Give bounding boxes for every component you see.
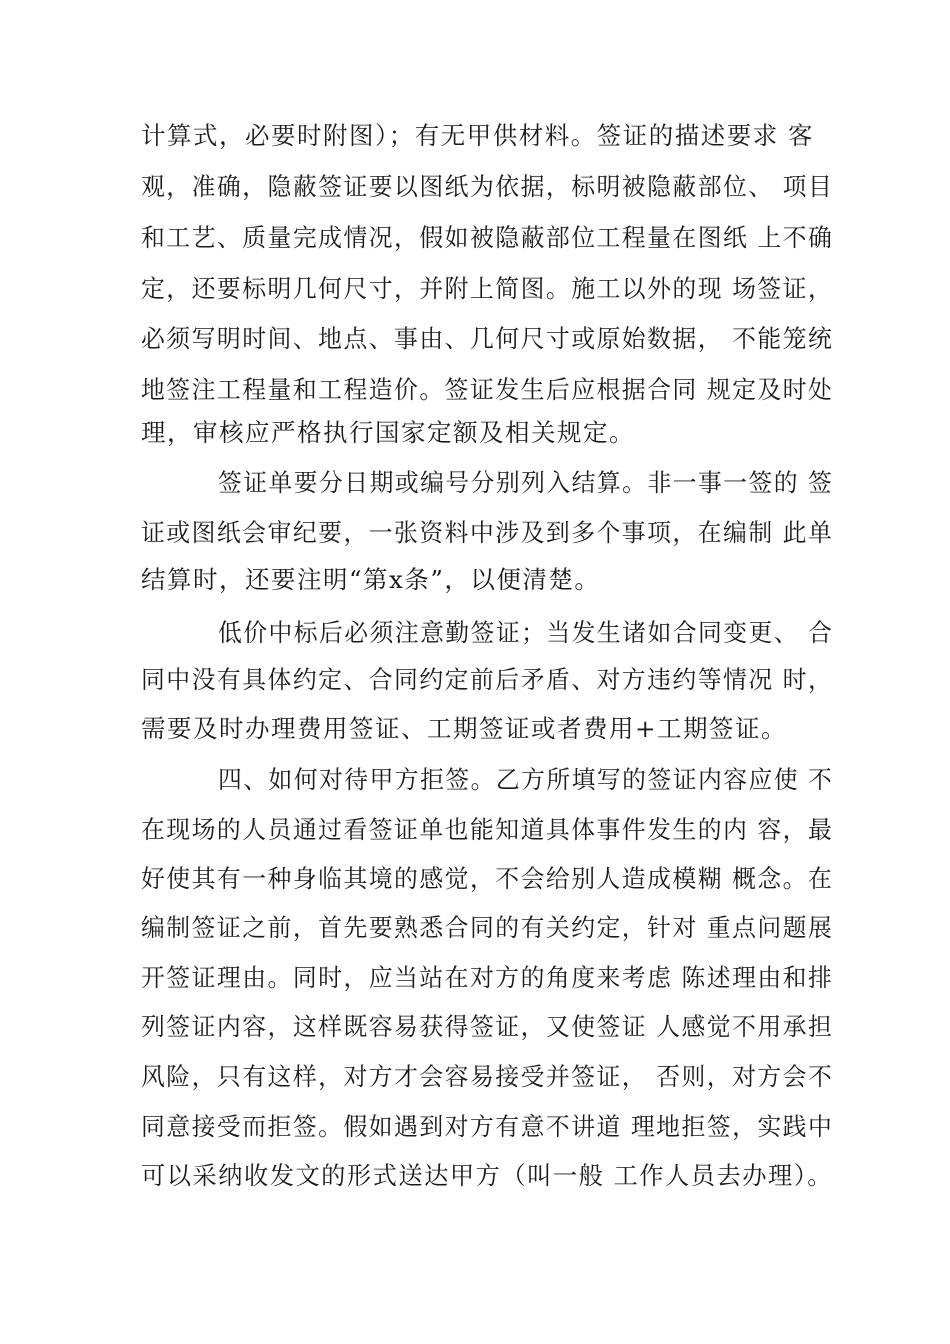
paragraph-2-line-2: 证或图纸会审纪要，一张资料中涉及到多个事项，在编制 此单 xyxy=(141,518,834,547)
paragraph-3-line-3: 需要及时办理费用签证、工期签证或者费用+工期签证。 xyxy=(141,714,788,743)
paragraph-1-line-5: 必须写明时间、地点、事由、几何尺寸或原始数据， 不能笼统 xyxy=(141,324,834,353)
paragraph-1-line-2: 观，准确，隐蔽签证要以图纸为依据，标明被隐蔽部位、 项目 xyxy=(141,172,834,201)
paragraph-4-line-2: 在现场的人员通过看签证单也能知道具体事件发生的内 容，最 xyxy=(141,815,834,844)
paragraph-1-line-7: 理，审核应严格执行国家定额及相关规定。 xyxy=(141,418,635,447)
paragraph-4-line-1: 四、如何对待甲方拒签。乙方所填写的签证内容应使 不 xyxy=(218,765,834,794)
paragraph-4-line-4: 编制签证之前，首先要熟悉合同的有关约定，针对 重点问题展 xyxy=(141,913,834,942)
paragraph-1-line-3: 和工艺、质量完成情况，假如被隐蔽部位工程量在图纸 上不确 xyxy=(141,223,834,252)
paragraph-1-line-1: 计算式，必要时附图）；有无甲供材料。签证的描述要求 客 xyxy=(141,121,815,150)
paragraph-3-line-1: 低价中标后必须注意勤签证；当发生诸如合同变更、 合 xyxy=(218,618,834,647)
paragraph-4-line-6: 列签证内容，这样既容易获得签证，又使签证 人感觉不用承担 xyxy=(141,1012,834,1041)
paragraph-1-line-4: 定，还要标明几何尺寸，并附上简图。施工以外的现 场签证， xyxy=(141,274,834,303)
paragraph-4-line-5: 开签证理由。同时，应当站在对方的角度来考虑 陈述理由和排 xyxy=(141,963,834,992)
paragraph-2-line-1: 签证单要分日期或编号分别列入结算。非一事一签的 签 xyxy=(218,468,834,497)
paragraph-2-line-3: 结算时，还要注明“第x条”，以便清楚。 xyxy=(141,565,601,594)
paragraph-3-line-2: 同中没有具体约定、合同约定前后矛盾、对方违约等情况 时， xyxy=(141,665,834,694)
paragraph-4-line-9: 可以采纳收发文的形式送达甲方（叫一般 工作人员去办理）。 xyxy=(141,1161,834,1190)
paragraph-4-line-8: 同意接受而拒签。假如遇到对方有意不讲道 理地拒签，实践中 xyxy=(141,1112,834,1141)
paragraph-4-line-7: 风险，只有这样，对方才会容易接受并签证， 否则，对方会不 xyxy=(141,1062,834,1091)
paragraph-4-line-3: 好使其有一种身临其境的感觉，不会给别人造成模糊 概念。在 xyxy=(141,864,834,893)
paragraph-1-line-6: 地签注工程量和工程造价。签证发生后应根据合同 规定及时处 xyxy=(141,375,834,404)
